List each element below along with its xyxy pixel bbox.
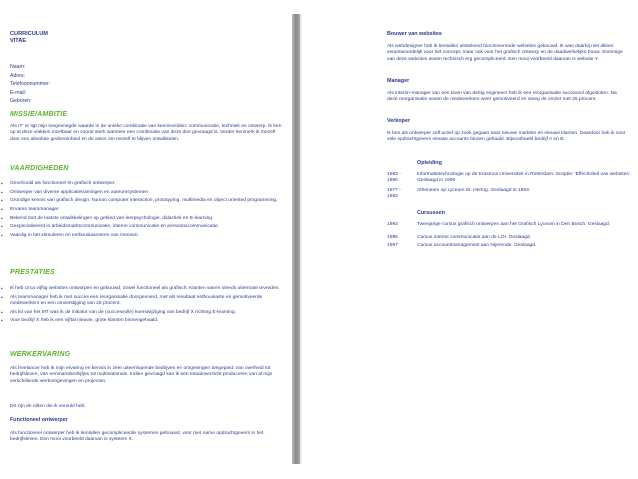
field-geboren: Geboren: bbox=[10, 98, 32, 104]
opleiding-years: 1983 - 1990 bbox=[387, 172, 401, 184]
list-item: ▪ Geschoold als functioneel én grafisch ontwerper. bbox=[0, 181, 282, 187]
cursus-year: 1993 bbox=[387, 222, 398, 227]
personal-fields bbox=[10, 63, 50, 106]
list-item: ▪ Bekend met de laatste ontwikkelingen op gebied van leerpsychologie, didactiek en E-learning. bbox=[0, 216, 282, 222]
list-item: ▪ Ik heb circa vijftig websites ontworpen en gebouwd, zowel functioneel als grafisch. Klanten waren steeds uitermate tevreden. bbox=[0, 286, 282, 292]
cv-title: CURRICULUM VITAE bbox=[10, 31, 48, 44]
heading-vaardigheden: VAARDIGHEDEN bbox=[10, 165, 69, 172]
cursus-text: Cursus interne communicatie aan de LOI. Geslaagd. bbox=[417, 235, 531, 240]
manager-text: Als interim-manager van een team van dertig engineers heb ik een reorganisatie succesvol afgesloten. Na deze reorganisatie waren de medewerkers weer gemotiveerd en steeg de omzet met 25 procent. bbox=[387, 91, 617, 103]
cursus-year: 1995 bbox=[387, 235, 398, 240]
opleiding-text: Informatietechnologie op de Erasmus Universiteit in Rotterdam. Scriptie: 'Effectiviteit van websites'. Geslaagd in 1990. bbox=[417, 172, 632, 184]
heading-prestaties: PRESTATIES bbox=[10, 269, 55, 276]
werkervaring-intro: Als freelancer heb ik mijn ervaring en kennis in zeer uiteenlopende bedrijven en omgevingen toegepast: van overheid tot bedrijfsleven, van eenmansbedrijfjes tot multinationals. Indien gevraagd kan ik een totaaloverzicht produceren van al mijn verschillende werkomgevingen en projecten. bbox=[10, 366, 273, 384]
cursus-text: Cursus accountmanagement aan Nijenrode. Geslaagd. bbox=[417, 243, 537, 248]
list-item: ▪ Vaardig in het stimuleren en enthousiasmeren van mensen. bbox=[0, 233, 282, 239]
verkoper-text: Ik ben als ontwerper zelf actief op zoek gegaan naar nieuwe markten en nieuwe klanten. Daardoor heb ik voor vele opdrachtgevers nieuwe accounts binnen gehaald. Bijvoorbeeld bedrijf A en B. bbox=[387, 131, 626, 143]
prestaties-list bbox=[0, 286, 282, 327]
list-item: ▪ Ervaren teammanager. bbox=[0, 207, 282, 213]
werkervaring-roles-intro: Dit zijn de rollen die ik vervuld heb: bbox=[10, 404, 86, 409]
vaardigheden-list bbox=[0, 181, 282, 242]
heading-bouwer: Bouwer van websites bbox=[387, 31, 442, 37]
list-item: ▪ Gespecialiseerd in arbeidsmarktcommunicatie, interne communicatie en persoonscommunicatie. bbox=[0, 224, 282, 230]
page-divider bbox=[292, 14, 300, 464]
heading-functioneel-ontwerper: Functioneel ontwerper bbox=[10, 417, 68, 423]
heading-opleiding: Opleiding bbox=[417, 160, 442, 166]
right-page bbox=[302, 0, 638, 479]
list-item: ▪ Ontwerper van diverse applicatietrainingen en auteurssystemen bbox=[0, 190, 282, 196]
heading-missie: MISSIE/AMBITIE bbox=[10, 111, 68, 118]
missie-text: Als IT' er ligt mijn toegevoegde waarde in de unieke combinatie van kennisvelden: communicatie, techniek en ontwerp. Ik ben op al deze vlakken inzetbaar en vooral sterk wanneer een combinatie van deze drie gevraagd is. Verder kenmerk ik mezelf door een absolute gedrevenheid en de wens om mezelf te blijven ontwikkelen. bbox=[10, 124, 282, 142]
field-telefoon: Telefoonnummer: bbox=[10, 81, 51, 87]
opleiding-years: 1977 - 1983 bbox=[387, 188, 401, 200]
field-adres: Adres: bbox=[10, 72, 25, 79]
heading-verkoper: Verkoper bbox=[387, 118, 411, 124]
bouwer-text: Als webdesigner heb ik tientallen uitstekend functionerende websites gebouwd. Ik was daarbij niet alleen verantwoordelijk voor het concept, maar ook voor het grafisch ontwerp en de daadwerkelijke bouw. Sommige van deze websites waren technisch erg gecompliceerd. Een mooi voorbeeld daarvan is website Y. bbox=[387, 44, 623, 62]
field-naam: Naam: bbox=[10, 64, 26, 70]
functioneel-text: Als functioneel ontwerper heb ik tientallen gecompliceerde systemen gebouwd, voor met name opdrachtgevers in het bedrijfsleven. Een mooi voorbeeld daarvan is systeem X. bbox=[10, 431, 264, 443]
opleiding-text: Atheneum op Lyceum St. Hertog. Geslaagd in 1983. bbox=[417, 188, 531, 193]
heading-werkervaring: WERKERVARING bbox=[10, 351, 71, 358]
heading-cursussen: Cursussen bbox=[417, 210, 445, 216]
list-item: ▪ Als lid van het MT was ik de initiator van de (succesvolle) koerswijziging van bedrijf X richting E-learning. bbox=[0, 310, 282, 316]
list-item: ▪ Voor bedrijf X heb ik een vijftal nieuwe, grote klanten binnengehaald. bbox=[0, 318, 282, 324]
cursus-text: Tweejarige cursus grafisch ontwerpen aan het Grafisch Lyceum in Den Bosch. Geslaagd. bbox=[417, 222, 611, 227]
list-item: ▪ Als teammanager heb ik met succes een reorganisatie doorgevoerd, met als resultaat enthousiaste en gemotiveerde medewerkers en een omzetstijging van 25 procent. bbox=[0, 295, 282, 308]
field-email: E-mail: bbox=[10, 89, 27, 96]
list-item: ▪ Grondige kennis van grafisch design, human computer interaction, prototyping, multimedia en object oriented programming. bbox=[0, 198, 282, 204]
cursus-year: 1997 bbox=[387, 243, 398, 248]
heading-manager: Manager bbox=[387, 78, 410, 84]
left-page bbox=[0, 0, 292, 479]
